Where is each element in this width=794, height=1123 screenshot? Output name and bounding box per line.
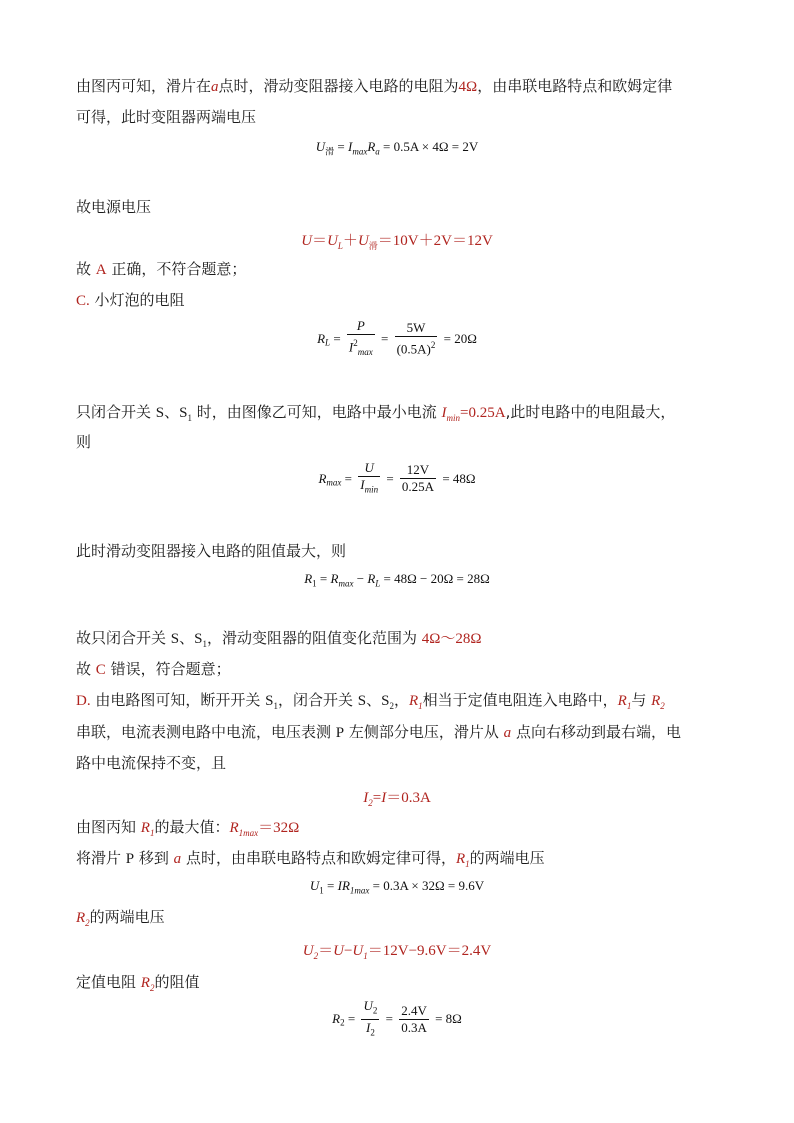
subscript: 1 [273,701,278,711]
text: 由图丙可知，滑片在 [76,77,212,95]
subscript: max [338,578,354,589]
denominator: I [365,1019,371,1035]
option-letter: C. [76,293,90,309]
symbol: R [76,910,86,926]
symbol: R [140,820,150,836]
fraction [361,998,379,1040]
paragraph-series [76,722,724,743]
fraction [399,1003,429,1036]
variable-a: a [211,79,219,95]
subscript: min [364,484,379,495]
symbol: R [318,470,327,486]
text: 小灯泡的电阻 [89,291,185,309]
text: 点向右移动到最右端，电 [511,723,681,741]
operator: = [344,1011,359,1027]
paragraph-r2-resistance [76,972,724,998]
subscript: 1 [187,413,192,423]
subscript: 2 [660,701,665,711]
equation-rhs: = 48Ω [439,470,476,486]
symbol: R [140,975,150,991]
symbol: R [367,571,376,586]
subscript: 2 [368,798,373,808]
text: 相当于定值电阻连入电路中， [422,691,618,709]
subscript: 1max [238,828,259,838]
paragraph-source-voltage [76,197,724,217]
subscript: a [375,146,380,157]
text: 左侧部分电压，滑片从 [344,723,504,741]
equation-rhs: = 20Ω [440,330,477,346]
numerator: 12V [400,462,436,479]
equation-rhs: ＝0.3A [386,790,431,806]
subscript: 1 [363,951,368,961]
denominator: (0.5A) [396,341,431,357]
equation-r2 [0,998,794,1040]
text: ， [393,691,409,709]
subscript: 1 [312,578,317,589]
superscript: 2 [353,338,358,348]
subscript: 2 [313,951,319,961]
operator: ＝ [318,943,334,959]
operator: ＝ [312,233,328,249]
paragraph-r1-max [76,817,724,843]
text: 与 [631,691,652,709]
equation-rhs: = 48Ω − 20Ω = 28Ω [380,571,490,586]
symbol: I [441,405,447,421]
denominator: I [360,477,365,492]
text: ，闭合开关 [277,691,358,709]
equation-slider-voltage [0,139,794,158]
equation-rhs: = 0.3A × 32Ω = 9.6V [369,878,485,893]
operator: − [353,571,368,586]
variable-a: a [173,851,182,867]
text: 故 [76,260,96,278]
subscript: 滑 [325,146,335,157]
paragraph-then [76,432,724,452]
operator: = [334,139,348,154]
switch-label: S [381,693,390,709]
operator: ＋ [342,233,358,249]
numerator: U [363,998,373,1013]
denominator: I [348,339,354,355]
text: 错误，符合题意； [105,660,231,678]
symbol: R [317,330,326,346]
option-letter: A [95,262,107,278]
equation-u2 [0,939,794,961]
subscript: max [352,146,368,157]
separator: 、 [179,629,195,647]
symbol: U [315,139,326,154]
operator: = [383,470,397,486]
paragraph-option-c [76,290,724,311]
symbol: R [455,851,466,867]
text: 只闭合开关 [76,403,156,421]
symbol: U [302,943,314,959]
subscript: 2 [85,918,90,928]
symbol: R [617,693,627,709]
equation-rhs: ＝10V＋2V＝12V [377,233,493,249]
fraction [358,460,380,498]
text: 定值电阻 [76,973,141,991]
separator: 、 [164,403,180,421]
slider-label: P [125,851,135,867]
text: 点时，滑动变阻器接入电路的电阻为 [218,77,459,95]
subscript: 1 [149,828,155,838]
denominator: 0.25A [401,479,435,495]
numerator: P [347,318,375,335]
text: 故 [76,660,96,678]
text: 点时，由串联电路特点和欧姆定律可得， [181,849,456,867]
text: 正确，不符合题意； [106,260,247,278]
switch-label: S [179,405,188,421]
equation-u1 [0,878,794,896]
subscript: 2 [149,983,155,993]
symbol: R [330,571,339,586]
switch-label: S [155,405,165,421]
slider-label: P [335,725,345,741]
subscript: 1max [349,885,370,896]
switch-label: S [357,693,367,709]
value: 4Ω [458,79,478,95]
switch-label: S [170,631,180,647]
fraction [347,318,375,360]
symbol: IR [337,878,350,893]
text: 故只闭合开关 [76,629,171,647]
text: ，滑动变阻器的阻值变化范围为 [206,629,422,647]
superscript: 2 [430,340,436,351]
symbol: U [327,233,338,249]
text: ,此时电路中的电阻最大， [505,403,676,421]
symbol: U [357,233,369,249]
subscript: 2 [340,1017,345,1028]
paragraph-option-c-wrong [76,659,724,680]
text: 的两端电压 [89,908,165,926]
text: 路中电流保持不变，且 [76,754,227,772]
text: 可得，此时变阻器两端电压 [76,108,257,126]
paragraph-slider-at-a [76,76,724,97]
paragraph-r1-voltage [76,848,724,874]
text: 此时滑动变阻器接入电路的阻值最大，则 [76,542,347,560]
subscript: 2 [389,701,394,711]
subscript: 滑 [368,241,378,251]
numerator: 5W [395,320,438,337]
operator: = [341,470,356,486]
text: 将滑片 [76,849,126,867]
symbol: R [304,571,313,586]
variable-a: a [503,725,512,741]
operator: = [372,790,382,806]
subscript: L [375,578,381,589]
separator: 、 [366,691,382,709]
switch-label: S [194,631,203,647]
subscript: max [357,346,373,357]
operator: = [323,878,338,893]
equation-rhs: ＝12V−9.6V＝2.4V [367,943,492,959]
subscript: 1 [202,639,207,649]
operator: = [377,330,392,346]
operator: = [382,1011,397,1027]
subscript: 1 [626,701,632,711]
fraction [395,320,438,357]
numerator: 2.4V [401,1002,427,1018]
operator: = [316,571,331,586]
symbol: I [363,790,369,806]
denominator: 0.3A [401,1019,427,1035]
text: 故电源电压 [76,198,152,216]
equation-rhs: = 0.5A × 4Ω = 2V [379,139,479,154]
subscript: max [326,477,342,488]
paragraph-voltage-intro [76,107,724,127]
paragraph-option-a [76,259,724,280]
paragraph-min-current [76,402,724,428]
equation-r1 [0,571,794,589]
equation-max-resistance [0,460,794,498]
text: 的阻值 [154,973,200,991]
text: 由电路图可知，断开开关 [90,691,266,709]
symbol: I [347,139,353,154]
paragraph-max-slider [76,541,724,561]
subscript: 1 [418,701,423,711]
paragraph-range [76,628,724,654]
text: 串联，电流表测电路中电流，电压表测 [76,723,336,741]
text: 的两端电压 [469,849,545,867]
operator: = [330,330,344,346]
equation-rhs: = 8Ω [431,1011,462,1027]
fraction [400,462,436,495]
symbol: R [651,693,661,709]
text: 的最大值： [154,818,230,836]
subscript: 1 [465,859,470,869]
subscript: L [325,337,331,348]
equation-current [0,786,794,808]
equation-source-voltage [0,229,794,252]
subscript: L [337,241,343,251]
operator: − [343,943,353,959]
text: 时，由图像乙可知，电路中最小电流 [191,403,442,421]
subscript: 1 [319,885,324,896]
subscript: min [446,413,461,423]
symbol: R [229,820,239,836]
option-letter: C [95,662,106,678]
value: ＝32Ω [258,820,300,836]
value: =0.25A [460,405,506,421]
text: 由图丙知 [76,818,141,836]
paragraph-current-constant [76,753,724,773]
symbol: I [381,790,387,806]
value: 4Ω～28Ω [421,631,482,647]
symbol: U [352,943,364,959]
paragraph-r2-voltage [76,907,724,933]
symbol: U [301,233,313,249]
text: ，由串联电路特点和欧姆定律 [477,77,673,95]
equation-lamp-resistance [0,318,794,360]
subscript: 2 [372,1005,378,1016]
text: 则 [76,433,92,451]
symbol: R [332,1011,341,1027]
option-letter: D. [76,693,91,709]
paragraph-option-d [76,690,724,716]
switch-label: S [265,693,274,709]
text: 移到 [134,849,174,867]
symbol: R [367,139,376,154]
symbol: U [309,878,320,893]
symbol: U [333,943,344,959]
subscript: 2 [370,1027,375,1038]
symbol: R [408,693,419,709]
numerator: U [358,460,380,477]
